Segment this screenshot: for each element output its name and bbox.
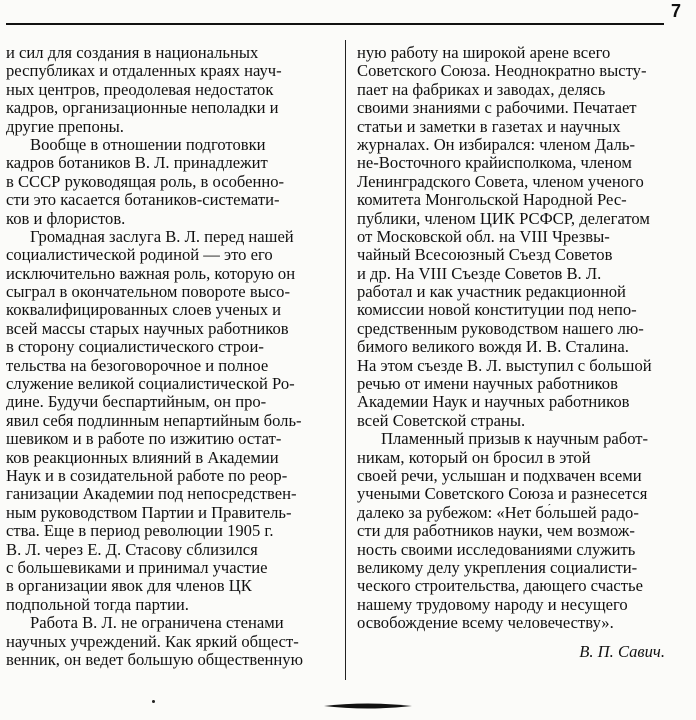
text-line: Громадная заслуга В. Л. перед нашей (30, 227, 294, 246)
left-column (6, 44, 338, 669)
text-line: в организации явок для членов ЦК (6, 577, 252, 596)
text-line: в сторону социалистического строи- (6, 338, 264, 357)
text-line: сыграл в окончательном повороте высо- (6, 283, 290, 302)
page-header (0, 0, 696, 30)
column-divider (345, 40, 346, 680)
text-line: своими знаниями с рабочими. Печатает (357, 99, 637, 118)
text-line: Вообще в отношении подготовки (30, 135, 266, 154)
text-line: речью от имени научных работников (357, 375, 618, 394)
text-line: и сил для создания в национальных (6, 44, 259, 62)
text-line: ства. Еще в период революции 1905 г. (6, 522, 274, 541)
text-line: работал и как участник редакционной (357, 283, 626, 302)
text-line: бимого великого вождя И. В. Сталина. (357, 338, 629, 357)
text-line: служение великой социалистической Ро- (6, 375, 295, 394)
text-line: далеко за рубежом: «Нет бо́льшей радо- (357, 503, 639, 522)
text-line: республиках и отдаленных краях науч- (6, 62, 282, 81)
author-signature: В. П. Савич. (579, 641, 665, 661)
text-line: На этом съезде В. Л. выступил с большой (357, 356, 652, 375)
dot-mark (152, 700, 155, 703)
text-line: ным руководством Партии и Правитель- (6, 503, 292, 522)
text-line: средственным руководством нашего лю- (357, 319, 644, 338)
text-line: учеными Советского Союза и разнесется (357, 485, 648, 504)
right-column (357, 44, 689, 661)
page-number: 7 (671, 1, 682, 21)
text-line: освобождение всему человечеству». (357, 614, 614, 633)
text-line: великому делу укрепления социалисти- (357, 558, 638, 577)
text-line: шевиком и в работе по изжитию остат- (6, 430, 282, 449)
text-line: нашему трудовому народу и несущего (357, 595, 628, 614)
text-line: не-Восточного крайисполкома, членом (357, 154, 632, 173)
text-line: ков реакционных влияний в Академии (6, 448, 279, 467)
text-line: венник, он ведет большую общественную (6, 650, 303, 669)
text-line: явил себя подлинным непартийным боль- (6, 411, 302, 430)
text-line: Наук и в созидательной работе по реор- (6, 466, 288, 485)
text-line: кадров ботаников В. Л. принадлежит (6, 154, 268, 173)
text-line: В. Л. через Е. Д. Стасову сблизился (6, 540, 258, 559)
text-line: ную работу на широкой арене всего (357, 44, 611, 62)
text-line: другие препоны. (6, 117, 124, 136)
text-line: научных учреждений. Как яркий общест- (6, 632, 299, 651)
text-line: с большевиками и принимал участие (6, 558, 268, 577)
text-line: Пламенный призыв к научным работ- (381, 430, 649, 449)
text-line: журналах. Он избирался: членом Даль- (357, 135, 636, 154)
text-line: всей массы старых научных работников (6, 319, 289, 338)
text-line: дине. Будучи беспартийным, он про- (6, 393, 267, 412)
text-line: подпольной тогда партии. (6, 595, 189, 614)
text-line: своей речи, услышан и подхвачен всеми (357, 466, 642, 485)
text-line: в СССР руководящая роль, в особенно- (6, 172, 285, 191)
text-line: чайный Всесоюзный Съезд Советов (357, 246, 613, 265)
text-line: публики, членом ЦИК РСФСР, делегатом (357, 209, 650, 228)
end-ornament-icon (322, 700, 414, 712)
text-line: комиссии новой конституции под непо- (357, 301, 637, 320)
text-line: никам, который он бросил в этой (357, 448, 591, 467)
text-line: ных центров, преодолевая недостаток (6, 80, 274, 99)
text-line: ков и флористов. (6, 209, 126, 228)
text-line: тельства на безоговорочное и полное (6, 356, 269, 375)
text-line: Работа В. Л. не ограничена стенами (30, 614, 284, 633)
text-line: комитета Монгольской Народной Рес- (357, 191, 627, 210)
text-line: ческого строительства, дающего счастье (357, 577, 643, 596)
text-line: Академии Наук и научных работников (357, 393, 630, 412)
text-line: ганизации Академии под непосредствен- (6, 485, 297, 504)
text-line: социалистической родиной — это его (6, 246, 273, 265)
text-line: Советского Союза. Неоднократно высту- (357, 62, 647, 81)
text-line: Ленинградского Совета, членом ученого (357, 172, 644, 191)
header-rule (6, 23, 664, 25)
text-line: коквалифицированных слоев ученых и (6, 301, 282, 320)
text-line: и др. На VIII Съезде Советов В. Л. (357, 264, 602, 283)
text-line: ность своими исследованиями служить (357, 540, 636, 559)
text-line: кадров, организационные неполадки и (6, 99, 279, 118)
text-line: пает на фабриках и заводах, делясь (357, 80, 606, 99)
text-line: статьи и заметки в газетах и научных (357, 117, 621, 136)
text-line: исключительно важная роль, которую он (6, 264, 296, 283)
text-line: сти это касается ботаников-системати- (6, 191, 280, 210)
text-line: от Московской обл. на VIII Чрезвы- (357, 227, 610, 246)
text-line: сти для работников науки, чем возмож- (357, 522, 635, 541)
text-line: всей Советской страны. (357, 411, 526, 430)
